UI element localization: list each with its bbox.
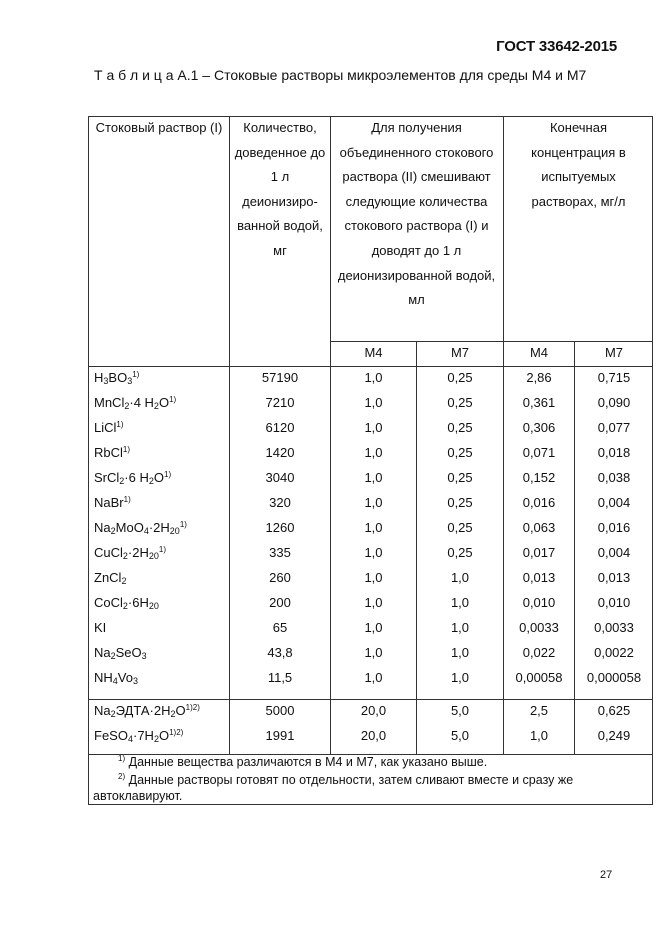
footnote: $^{1)}$ Данные вещества различаются в М4 и М7, как указано выше. [118, 754, 488, 769]
cell-final-m4: 0,071 [522, 445, 556, 460]
cell-substance: $H_3BO_3^{1)}$ [94, 370, 140, 386]
cell-combined-m7: 1,0 [450, 670, 470, 685]
cell-combined-m4: 1,0 [364, 395, 383, 410]
cell-substance: $Na_2SeO_3$ [94, 645, 147, 661]
cell-final-m4: 0,063 [522, 520, 556, 535]
cell-final-m4: 0,016 [522, 495, 556, 510]
cell-combined-m4: 1,0 [364, 545, 383, 560]
header-final-concentration: Конечная концентрация в испытуемых растворах, мг/л [531, 120, 626, 209]
cell-combined-m4: 1,0 [364, 495, 383, 510]
cell-combined-m7: 0,25 [447, 445, 473, 460]
cell-combined-m7: 0,25 [447, 520, 473, 535]
cell-quantity: 6120 [265, 420, 295, 435]
subheader-final-m4: М4 [529, 345, 549, 360]
cell-final-m4: 1,0 [529, 728, 549, 743]
table-row [0, 726, 661, 751]
cell-final-m4: 0,361 [522, 395, 556, 410]
cell-combined-m4: 20,0 [360, 728, 387, 743]
table-row [0, 468, 661, 493]
cell-substance: NaBr$^{1)}$ [94, 495, 131, 510]
cell-combined-m7: 1,0 [450, 620, 470, 635]
cell-final-m7: 0,016 [597, 520, 631, 535]
cell-final-m4: 2,86 [526, 370, 552, 385]
cell-final-m7: 0,0022 [594, 645, 634, 660]
table-row [0, 701, 661, 726]
cell-combined-m4: 1,0 [364, 570, 383, 585]
cell-combined-m7: 5,0 [450, 703, 470, 718]
cell-quantity: 1991 [265, 728, 295, 743]
cell-substance: RbCl$^{1)}$ [94, 445, 131, 460]
cell-substance: $Na_2ЭДТА\cdot 2H_2O^{1)2)}$ [94, 703, 200, 719]
document-code: ГОСТ 33642-2015 [496, 38, 617, 55]
header-combined-stock: Для получения объединенного стокового раствора (II) смешивают следующие количества стокового раствора (I) и доводят до 1 л деионизированной водой, мл [337, 120, 496, 308]
cell-combined-m7: 1,0 [450, 570, 470, 585]
cell-combined-m7: 0,25 [447, 395, 473, 410]
cell-substance: SrCl$_2$·6 $H_2O^{1)}$ [94, 470, 172, 486]
table-row [0, 593, 661, 618]
divider [88, 366, 653, 367]
cell-combined-m4: 1,0 [364, 370, 383, 385]
cell-final-m7: 0,625 [597, 703, 631, 718]
cell-final-m4: 2,5 [529, 703, 549, 718]
table-row [0, 493, 661, 518]
cell-final-m4: 0,0033 [519, 620, 559, 635]
table-row [0, 618, 661, 643]
cell-final-m4: 0,017 [522, 545, 556, 560]
table-row [0, 518, 661, 543]
cell-substance: ZnCl$_2$ [94, 570, 127, 586]
cell-quantity: 7210 [265, 395, 295, 410]
cell-substance: KI [94, 620, 107, 635]
cell-substance: $FeSO_4\cdot 7H_2O^{1)2)}$ [94, 728, 184, 744]
cell-combined-m4: 1,0 [364, 445, 383, 460]
page-number: 27 [600, 869, 613, 881]
cell-substance: LiCl$^{1)}$ [94, 420, 124, 435]
table-row [0, 643, 661, 668]
cell-combined-m4: 1,0 [364, 420, 383, 435]
cell-quantity: 57190 [261, 370, 299, 385]
cell-substance: MnCl$_2$·4 $H_2O^{1)}$ [94, 395, 177, 411]
cell-combined-m4: 1,0 [364, 470, 383, 485]
cell-combined-m4: 1,0 [364, 670, 383, 685]
table-row [0, 418, 661, 443]
table-row [0, 443, 661, 468]
cell-final-m4: 0,022 [522, 645, 556, 660]
divider [88, 699, 653, 700]
cell-final-m7: 0,249 [597, 728, 631, 743]
cell-final-m7: 0,004 [597, 545, 631, 560]
cell-combined-m4: 1,0 [364, 520, 383, 535]
subheader-combined-m7: М7 [450, 345, 470, 360]
cell-combined-m4: 1,0 [364, 620, 383, 635]
table-row [0, 543, 661, 568]
cell-final-m4: 0,306 [522, 420, 556, 435]
cell-combined-m7: 0,25 [447, 495, 473, 510]
cell-quantity: 200 [269, 595, 291, 610]
header-quantity: Количество, доведенное до 1 л деионизиро-ванной водой, мг [234, 120, 326, 258]
cell-final-m7: 0,010 [597, 595, 631, 610]
cell-final-m7: 0,038 [597, 470, 631, 485]
cell-combined-m7: 0,25 [447, 545, 473, 560]
cell-combined-m4: 1,0 [364, 645, 383, 660]
footnote: $^{2)}$ Данные растворы готовят по отдельности, затем сливают вместе и сразу же автоклавируют. [93, 772, 574, 803]
cell-final-m7: 0,715 [597, 370, 631, 385]
cell-combined-m7: 0,25 [447, 370, 473, 385]
header-stock-solution: Стоковый раствор (I) [95, 120, 223, 135]
cell-combined-m4: 1,0 [364, 595, 383, 610]
table-row [0, 368, 661, 393]
subheader-final-m7: М7 [604, 345, 624, 360]
table-row [0, 393, 661, 418]
cell-final-m4: 0,010 [522, 595, 556, 610]
cell-combined-m7: 0,25 [447, 470, 473, 485]
cell-quantity: 11,5 [267, 670, 293, 685]
cell-substance: $CoCl_2\cdot 6H_{20}$ [94, 595, 159, 611]
cell-quantity: 320 [269, 495, 291, 510]
cell-quantity: 3040 [265, 470, 295, 485]
cell-quantity: 43,8 [267, 645, 293, 660]
cell-combined-m7: 1,0 [450, 645, 470, 660]
cell-final-m4: 0,013 [522, 570, 556, 585]
cell-quantity: 5000 [265, 703, 295, 718]
cell-substance: $Na_2MoO_4\cdot 2H_{20}^{1)}$ [94, 520, 187, 536]
cell-final-m7: 0,090 [597, 395, 631, 410]
table-caption: Т а б л и ц а А.1 – Стоковые растворы микроэлементов для среды М4 и М7 [94, 67, 587, 83]
cell-quantity: 1260 [265, 520, 295, 535]
cell-combined-m7: 5,0 [450, 728, 470, 743]
cell-final-m7: 0,013 [597, 570, 631, 585]
cell-substance: $CuCl_2\cdot 2H_{20}^{1)}$ [94, 545, 167, 561]
table-row [0, 568, 661, 593]
cell-quantity: 260 [269, 570, 291, 585]
cell-combined-m7: 0,25 [447, 420, 473, 435]
cell-final-m4: 0,152 [522, 470, 556, 485]
cell-substance: $NH_4Vo_3$ [94, 670, 138, 686]
cell-final-m7: 0,077 [597, 420, 631, 435]
cell-quantity: 1420 [265, 445, 295, 460]
cell-final-m7: 0,004 [597, 495, 631, 510]
subheader-combined-m4: М4 [364, 345, 383, 360]
cell-final-m4: 0,00058 [515, 670, 563, 685]
cell-final-m7: 0,000058 [586, 670, 642, 685]
table-row [0, 668, 661, 693]
cell-final-m7: 0,0033 [594, 620, 634, 635]
cell-combined-m7: 1,0 [450, 595, 470, 610]
cell-combined-m4: 20,0 [360, 703, 387, 718]
cell-final-m7: 0,018 [597, 445, 631, 460]
cell-quantity: 335 [269, 545, 291, 560]
cell-quantity: 65 [272, 620, 288, 635]
